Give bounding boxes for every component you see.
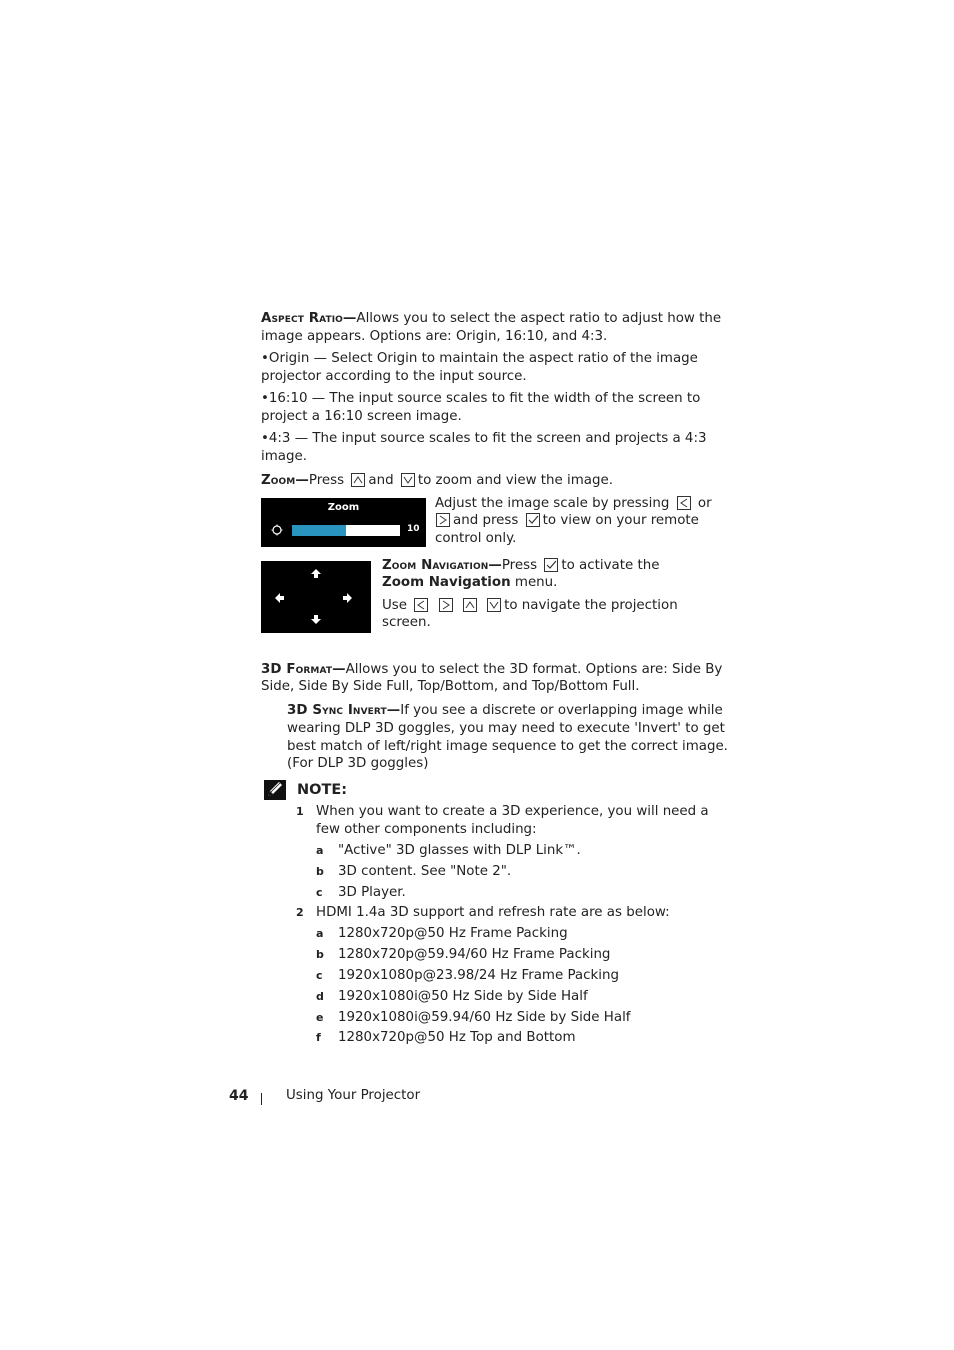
- right-key-icon-2: [439, 598, 453, 612]
- zoom-navigation-menu-line: [382, 574, 557, 592]
- zoom-navigation-menu-text: menu.: [510, 575, 558, 590]
- sub-item-letter: f: [316, 1031, 321, 1044]
- zoom-and-press-text: and press: [453, 513, 519, 528]
- left-key-icon: [677, 496, 691, 510]
- nav-right-arrow-icon: [343, 593, 352, 603]
- zoom-remote-text: to view on your remote: [542, 513, 699, 528]
- zoom-navigation-screen: screen.: [382, 615, 431, 630]
- zoom-heading: Zoom—: [261, 473, 309, 488]
- option-43-text: •4:3 — The input source scales to fit the screen and projects a 4:3: [261, 431, 707, 446]
- note-item-number: 1: [296, 805, 304, 818]
- zoom-osd-bar-fill: [292, 525, 346, 536]
- zoom-osd-circle-icon: [271, 524, 283, 536]
- sub-item-letter: b: [316, 948, 324, 961]
- menu-key-icon-2: [544, 558, 558, 572]
- menu-key-icon: [526, 513, 540, 527]
- sub-item-letter: e: [316, 1011, 324, 1024]
- sub-item-letter: a: [316, 844, 324, 857]
- zoom-press-text: Press: [308, 473, 345, 488]
- up-key-icon: [351, 473, 365, 487]
- aspect-ratio-para: [261, 310, 721, 328]
- option-1610-text: •16:10 — The input source scales to fit the width of the screen to: [261, 391, 701, 406]
- 3d-format-text: Allows you to select the 3D format. Options are: Side By: [345, 662, 723, 677]
- sub-item-letter: c: [316, 969, 323, 982]
- page-number: 44: [229, 1088, 249, 1104]
- sub-item-letter: a: [316, 927, 324, 940]
- note-item-text-2: few other components including:: [316, 822, 537, 837]
- note-item-number: 2: [296, 906, 304, 919]
- aspect-ratio-text: Allows you to select the aspect ratio to adjust how the: [356, 311, 722, 326]
- zoom-osd-title: Zoom: [327, 502, 360, 513]
- sub-item-letter: c: [316, 886, 323, 899]
- 3d-sync-invert-text-2: wearing DLP 3D goggles, you may need to execute 'Invert' to get: [287, 721, 725, 736]
- note-pencil-icon: [264, 780, 286, 800]
- right-key-icon: [436, 513, 450, 527]
- down-key-icon-2: [487, 598, 501, 612]
- zoom-or-text: or: [697, 496, 712, 511]
- sub-item-text: "Active" 3D glasses with DLP Link™.: [338, 843, 581, 858]
- 3d-sync-invert-text-3: best match of left/right image sequence to get the correct image.: [287, 739, 728, 754]
- zoom-osd-bar[interactable]: [292, 525, 400, 536]
- aspect-ratio-heading: Aspect Ratio—: [261, 311, 357, 326]
- 3d-format-heading: 3D Format—: [261, 662, 346, 677]
- zoom-navigation-use-line: [382, 597, 678, 615]
- zoom-adjust-text-line3: control only.: [435, 531, 517, 546]
- note-label: NOTE:: [297, 782, 348, 798]
- aspect-ratio-text-2: image appears. Options are: Origin, 16:10, and 4:3.: [261, 329, 608, 344]
- sub-item-text: 3D content. See "Note 2".: [338, 864, 512, 879]
- sub-item-text: 3D Player.: [338, 885, 406, 900]
- nav-down-arrow-icon: [311, 615, 321, 624]
- nav-left-arrow-icon: [275, 593, 284, 603]
- option-43-text-2: image.: [261, 449, 307, 464]
- up-key-icon-2: [463, 598, 477, 612]
- 3d-format-text-2: Side, Side By Side Full, Top/Bottom, and Top/Bottom Full.: [261, 679, 640, 694]
- zoom-navigation-navigate: to navigate the projection: [504, 598, 678, 613]
- zoom-and-text: and: [368, 473, 394, 488]
- 3d-sync-invert-text-4: (For DLP 3D goggles): [287, 756, 429, 771]
- nav-up-arrow-icon: [311, 569, 321, 578]
- 3d-format-para: [261, 661, 722, 679]
- 3d-sync-invert-para: [287, 702, 723, 720]
- zoom-adjust-text: [435, 495, 712, 513]
- left-key-icon-2: [414, 598, 428, 612]
- zoom-para: [261, 472, 613, 490]
- sub-item-text: 1920x1080i@50 Hz Side by Side Half: [338, 989, 588, 1004]
- sub-item-text: 1280x720p@50 Hz Frame Packing: [338, 926, 568, 941]
- note-item-text: HDMI 1.4a 3D support and refresh rate are as below:: [316, 905, 670, 920]
- zoom-osd-value: 10: [407, 524, 420, 534]
- sub-item-text: 1920x1080p@23.98/24 Hz Frame Packing: [338, 968, 619, 983]
- sub-item-letter: d: [316, 990, 324, 1003]
- sub-item-text: 1280x720p@59.94/60 Hz Frame Packing: [338, 947, 611, 962]
- zoom-navigation-press: Press: [501, 558, 538, 573]
- footer-divider: [261, 1093, 262, 1105]
- zoom-navigation-use: Use: [382, 598, 408, 613]
- zoom-navigation-heading: Zoom Navigation—: [382, 558, 502, 573]
- zoom-navigation-osd: [261, 561, 371, 633]
- origin-option-text-2: projector according to the input source.: [261, 369, 527, 384]
- note-item-text: When you want to create a 3D experience, you will need a: [316, 804, 709, 819]
- down-key-icon: [401, 473, 415, 487]
- 3d-sync-invert-heading: 3D Sync Invert—: [287, 703, 401, 718]
- zoom-rest-text: to zoom and view the image.: [417, 473, 613, 488]
- 3d-sync-invert-text: If you see a discrete or overlapping image while: [400, 703, 723, 718]
- footer-chapter-title: Using Your Projector: [286, 1088, 421, 1103]
- zoom-navigation-activate: to activate the: [561, 558, 660, 573]
- option-1610-text-2: project a 16:10 screen image.: [261, 409, 462, 424]
- zoom-adjust-text-1: Adjust the image scale by pressing: [435, 496, 670, 511]
- origin-option-text: •Origin — Select Origin to maintain the aspect ratio of the image: [261, 351, 698, 366]
- zoom-navigation-para: [382, 557, 659, 575]
- sub-item-letter: b: [316, 865, 324, 878]
- sub-item-text: 1920x1080i@59.94/60 Hz Side by Side Half: [338, 1010, 631, 1025]
- sub-item-text: 1280x720p@50 Hz Top and Bottom: [338, 1030, 576, 1045]
- zoom-adjust-text-line2: [435, 512, 699, 530]
- zoom-navigation-menu-name: Zoom Navigation: [382, 575, 511, 590]
- zoom-osd: [261, 498, 426, 547]
